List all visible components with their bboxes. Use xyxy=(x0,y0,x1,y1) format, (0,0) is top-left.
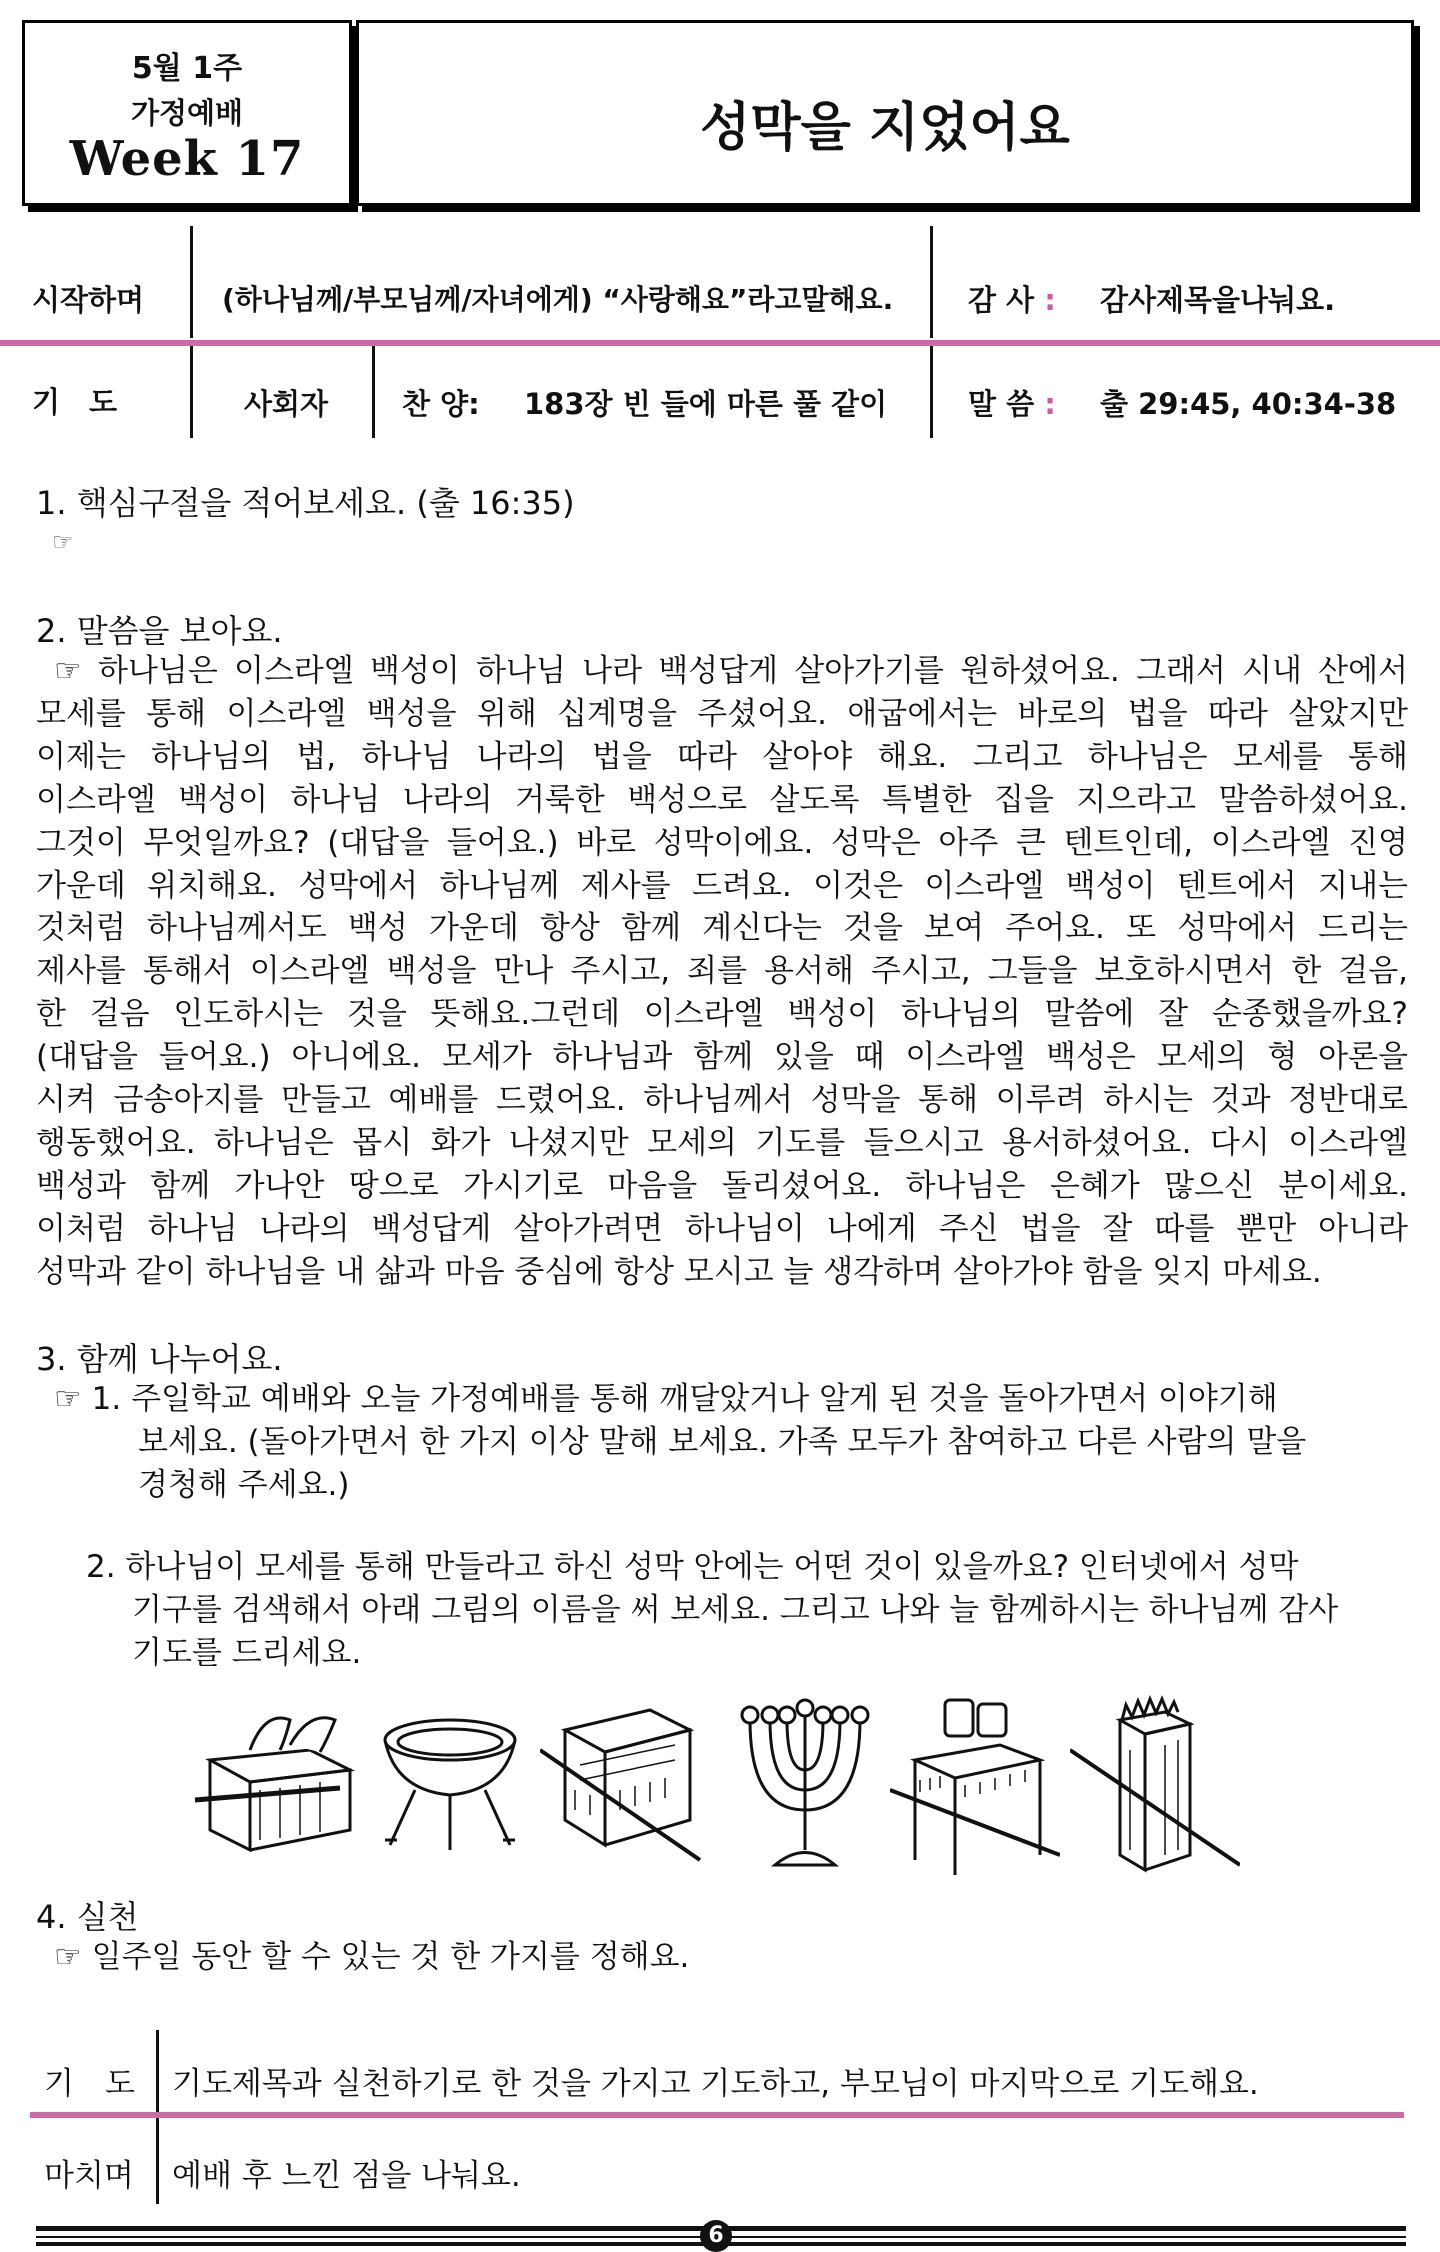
leader-label: 사회자 xyxy=(244,387,329,421)
closing-prayer-text: 기도제목과 실천하기로 한 것을 가지고 기도하고, 부모님이 마지막으로 기도해요. xyxy=(172,2066,1259,2102)
body-line: 제사를 통해서 이스라엘 백성을 만나 주시고, 죄를 용서해 주시고, 그들을 보호하시면서 한 걸음, xyxy=(36,953,1408,990)
hymn-label: 찬 양: xyxy=(402,387,480,421)
body-line: ☞ 하나님은 이스라엘 백성이 하나님 나라 백성답게 살아가기를 원하셨어요. 그래서 시내 산에서 xyxy=(54,653,1408,689)
body-line: 것처럼 하나님께서도 백성 가운데 항상 함께 계신다는 것을 보여 주어요. 또 성막에서 드리는 xyxy=(36,910,1408,947)
body-line: 성막과 같이 하나님을 내 삶과 마음 중심에 항상 모시고 늘 생각하며 살아가야 함을 잊지 마세요. xyxy=(36,1253,1322,1290)
divider xyxy=(190,346,193,438)
closing-prayer-label: 기 도 xyxy=(44,2066,135,2102)
week-info-box xyxy=(22,20,352,206)
section-2-body xyxy=(36,650,1408,1294)
divider xyxy=(156,2030,159,2112)
word-label: 말 씀 : xyxy=(968,387,1056,421)
hymn-text: 183장 빈 들에 마른 풀 같이 xyxy=(524,387,888,421)
question-line: 2. 하나님이 모세를 통해 만들라고 하신 성막 안에는 어떤 것이 있을까요? 인터넷에서 성막 xyxy=(86,1549,1299,1585)
table-icon xyxy=(890,1690,1060,1880)
divider xyxy=(190,226,193,338)
section-2-title: 2. 말씀을 보아요. xyxy=(36,612,283,650)
section-3-title: 3. 함께 나누어요. xyxy=(36,1340,283,1378)
closing-text: 예배 후 느낀 점을 나눠요. xyxy=(172,2158,521,2194)
title-box xyxy=(356,20,1414,206)
thanks-label: 감 사 : xyxy=(968,283,1056,317)
page-number: 6 xyxy=(700,2220,732,2252)
divider xyxy=(372,346,375,438)
opening-label: 시작하며 xyxy=(32,283,145,317)
section-3-question-2 xyxy=(86,1546,1386,1675)
body-line: 이처럼 하나님 나라의 백성답게 살아가려면 하나님이 나에게 주신 법을 잘 따를 뿐만 아니라 xyxy=(36,1210,1408,1247)
word-text: 출 29:45, 40:34-38 xyxy=(1100,387,1397,421)
month-week: 5월 1주 xyxy=(131,51,243,86)
lampstand-icon xyxy=(735,1690,875,1880)
divider xyxy=(930,346,933,438)
body-line: 가운데 위치해요. 성막에서 하나님께 제사를 드려요. 이것은 이스라엘 백성이 텐트에서 지내는 xyxy=(36,867,1408,904)
body-line: 한 걸음 인도하시는 것을 뜻해요.그런데 이스라엘 백성이 하나님의 말씀에 잘 순종했을까요? xyxy=(36,996,1408,1033)
tabernacle-furniture-images xyxy=(190,1690,1250,1890)
question-line: 기구를 검색해서 아래 그림의 이름을 써 보세요. 그리고 나와 늘 함께하시는 하나님께 감사 xyxy=(132,1591,1339,1628)
divider xyxy=(930,226,933,338)
body-line: 이제는 하나님의 법, 하나님 나라의 법을 따라 살아야 해요. 그리고 하나님은 모세를 통해 xyxy=(36,738,1408,775)
section-3-question-1 xyxy=(54,1378,1374,1507)
altar-icon xyxy=(540,1690,710,1880)
body-line: (대답을 들어요.) 아니에요. 모세가 하나님과 함께 있을 때 이스라엘 백성은 모세의 형 아론을 xyxy=(36,1039,1408,1076)
body-line: 행동했어요. 하나님은 몹시 화가 나셨지만 모세의 기도를 들으시고 용서하셨어요. 다시 이스라엘 xyxy=(36,1124,1408,1161)
divider xyxy=(156,2118,159,2204)
category: 가정예배 xyxy=(130,96,244,130)
week-number: Week 17 xyxy=(69,131,305,187)
body-line: 이스라엘 백성이 하나님 나라의 거룩한 백성으로 살도록 특별한 집을 지으라고 말씀하셨어요. xyxy=(36,781,1408,818)
opening-text: (하나님께/부모님께/자녀에게) “사랑해요”라고말해요. xyxy=(222,283,894,316)
section-4-title: 4. 실천 xyxy=(36,1898,139,1936)
closing-label: 마치며 xyxy=(44,2158,134,2194)
body-line: 시켜 금송아지를 만들고 예배를 드렸어요. 하나님께서 성막을 통해 이루려 하시는 것과 정반대로 xyxy=(36,1082,1408,1119)
body-line: 모세를 통해 이스라엘 백성을 위해 십계명을 주셨어요. 애굽에서는 바로의 법을 따라 살았지만 xyxy=(36,695,1408,732)
laver-icon xyxy=(375,1690,525,1870)
thanks-text: 감사제목을나눠요. xyxy=(1100,283,1336,317)
incense-altar-icon xyxy=(1070,1690,1240,1880)
section-1-title: 1. 핵심구절을 적어보세요. (출 16:35) xyxy=(36,484,575,522)
body-line: 그것이 무엇일까요? (대답을 들어요.) 바로 성막이에요. 성막은 아주 큰 텐트인데, 이스라엘 진영 xyxy=(36,824,1408,861)
row-divider xyxy=(0,340,1440,346)
question-line: ☞ 1. 주일학교 예배와 오늘 가정예배를 통해 깨달았거나 알게 된 것을 돌아가면서 이야기해 xyxy=(54,1381,1278,1417)
ark-icon xyxy=(190,1690,360,1870)
page-title: 성막을 지었어요 xyxy=(700,98,1070,158)
question-line: 기도를 드리세요. xyxy=(132,1634,362,1671)
section-4-text: ☞ 일주일 동안 할 수 있는 것 한 가지를 정해요. xyxy=(54,1939,690,1975)
pointing-hand-icon: ☞ xyxy=(52,528,74,556)
body-line: 백성과 함께 가나안 땅으로 가시기로 마음을 돌리셨어요. 하나님은 은혜가 많으신 분이세요. xyxy=(36,1167,1408,1204)
question-line: 경청해 주세요.) xyxy=(138,1466,350,1503)
row-divider xyxy=(30,2112,1404,2118)
prayer-label: 기 도 xyxy=(32,385,118,419)
question-line: 보세요. (돌아가면서 한 가지 이상 말해 보세요. 가족 모두가 참여하고 다른 사람의 말을 xyxy=(138,1423,1307,1460)
